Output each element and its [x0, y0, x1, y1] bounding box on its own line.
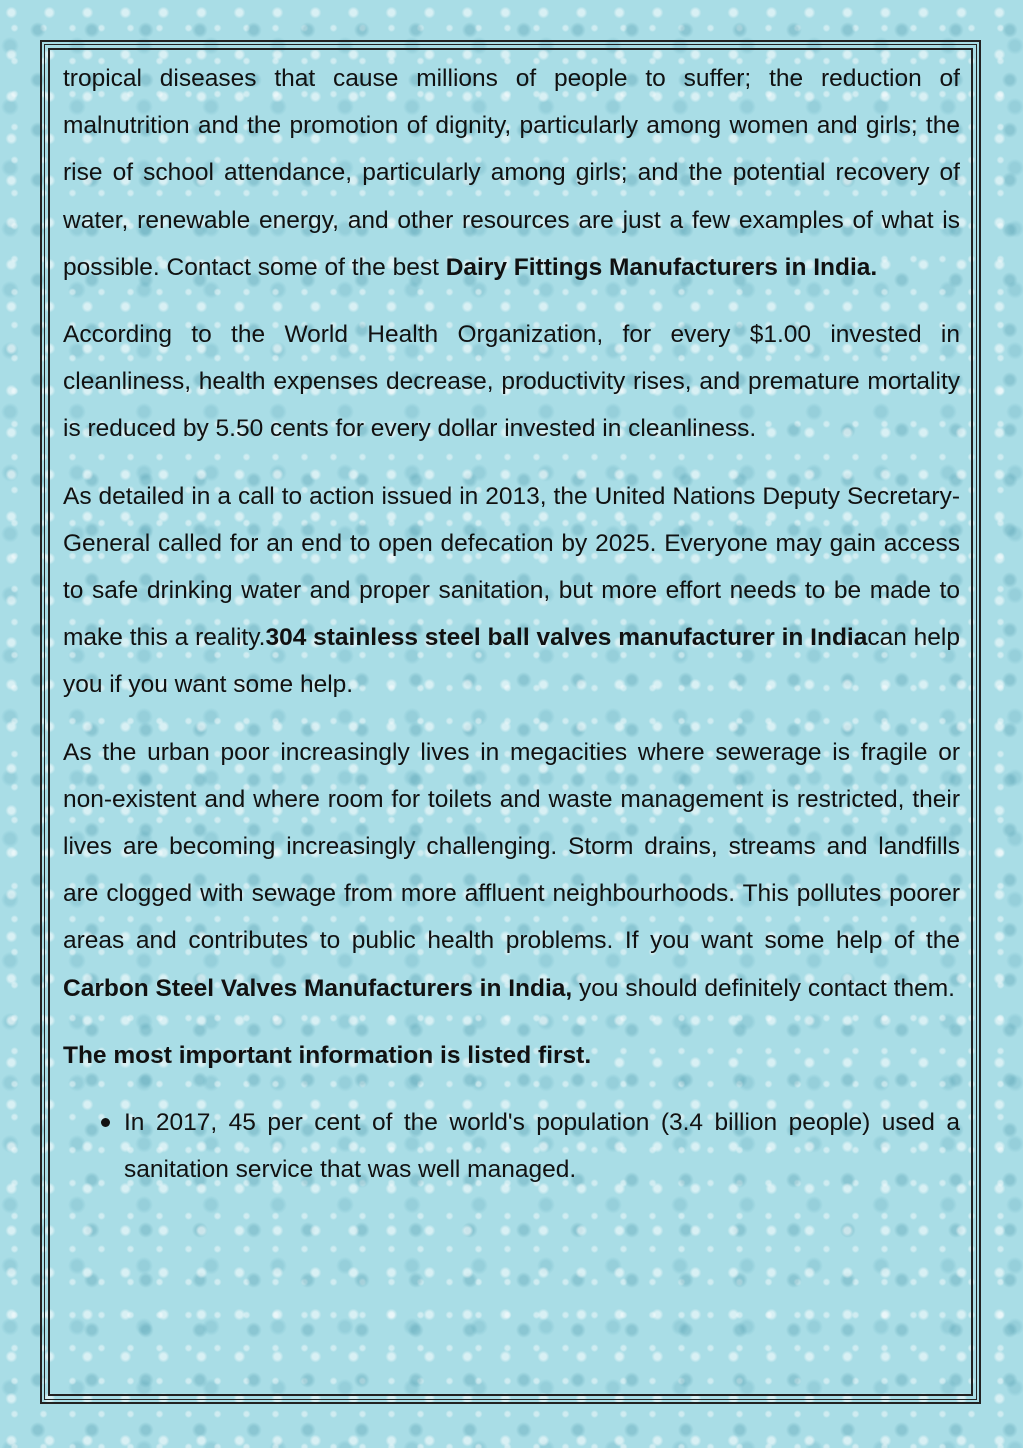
ball-valves-link-text: 304 stainless steel ball valves manufacturer in India	[265, 624, 868, 652]
carbon-steel-valves-link-text: Carbon Steel Valves Manufacturers in India,	[63, 974, 573, 1002]
document-body	[63, 55, 960, 1193]
paragraph-3-text: As detailed in a call to action issued in 2013, the United Nations Deputy Secretary-General called for an end to open defecation by 2025. Everyone may gain access to safe drinking water and proper sanitation, but more effort needs to be made to make this a reality.	[63, 482, 960, 652]
paragraph-3	[63, 473, 960, 709]
paragraph-4-tail: you should definitely contact them.	[572, 974, 955, 1002]
section-heading-text: The most important information is listed first.	[63, 1041, 592, 1069]
paragraph-4-text: As the urban poor increasingly lives in megacities where sewerage is fragile or non-existent and where room for toilets and waste management is restricted, their lives are becoming increasingly challenging. Storm drains, streams and landfills are clogged with sewage from more affluent neighbourhoods. This pollutes poorer areas and contributes to public health problems. If you want some help of the	[63, 738, 960, 955]
section-heading	[63, 1032, 960, 1079]
bullet-list	[63, 1099, 960, 1193]
paragraph-1	[63, 55, 960, 291]
paragraph-2-text: According to the World Health Organization, for every $1.00 invested in cleanliness, health expenses decrease, productivity rises, and premature mortality is reduced by 5.50 cents for every dollar invested in cleanliness.	[63, 321, 960, 443]
paragraph-2	[63, 311, 960, 453]
dairy-fittings-link-text: Dairy Fittings Manufacturers in India.	[445, 253, 878, 281]
bullet-item: In 2017, 45 per cent of the world's population (3.4 billion people) used a sanitation service that was well managed.	[124, 1099, 960, 1193]
paragraph-3-tail: can help you if you want some help.	[63, 624, 960, 699]
paragraph-4	[63, 729, 960, 1012]
paragraph-1-text: tropical diseases that cause millions of people to suffer; the reduction of malnutrition and the promotion of dignity, particularly among women and girls; the rise of school attendance, particularly among girls; and the potential recovery of water, renewable energy, and other resources are just a few examples of what is possible. Contact some of the best	[63, 65, 960, 281]
